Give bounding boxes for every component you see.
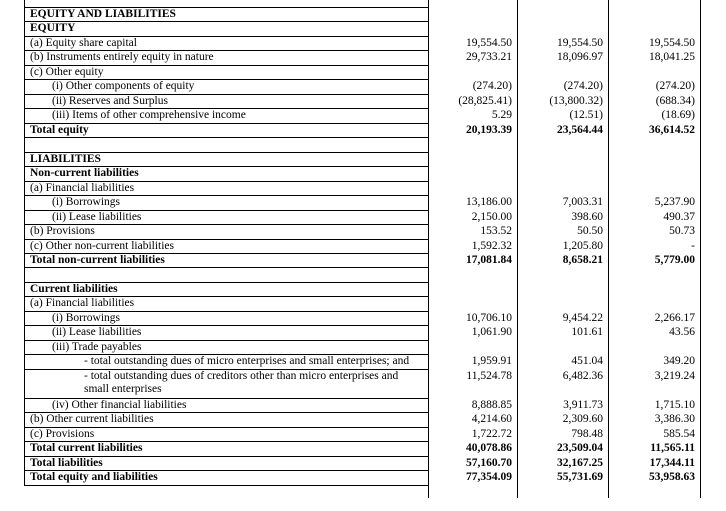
row-label: (i) Borrowings [52, 196, 121, 208]
row-value: 13,186.00 [466, 196, 512, 208]
row-value: 29,733.21 [466, 51, 512, 63]
row-label: (a) Financial liabilities [30, 297, 135, 309]
row-value: (18.69) [661, 109, 695, 121]
row-value: 398.60 [571, 211, 603, 223]
row-label: (ii) Reserves and Surplus [52, 95, 168, 107]
row-value: 19,554.50 [649, 37, 695, 49]
row-value: 3,219.24 [654, 370, 695, 382]
row-label: (iii) Trade payables [52, 341, 142, 353]
row-label: (ii) Lease liabilities [52, 326, 142, 338]
row-value: 1,722.72 [471, 428, 512, 440]
row-value: 3,386.30 [654, 413, 695, 425]
row-value: 8,888.85 [471, 399, 512, 411]
row-value: 6,482.36 [562, 370, 603, 382]
row-rule [24, 137, 428, 138]
row-value: 32,167.25 [557, 457, 603, 469]
row-label: (ii) Lease liabilities [52, 211, 142, 223]
row-value: 1,959.91 [471, 355, 512, 367]
row-value: 40,078.86 [466, 442, 512, 454]
row-value: 9,454.22 [562, 312, 603, 324]
row-label: (b) Provisions [30, 225, 95, 237]
row-value: 349.20 [663, 355, 695, 367]
row-value: (688.34) [655, 95, 695, 107]
row-value: 2,150.00 [471, 211, 512, 223]
row-label: Total current liabilities [30, 442, 143, 454]
row-label: Total liabilities [30, 457, 103, 469]
row-value: 55,731.69 [557, 471, 603, 483]
row-value: 11,565.11 [650, 442, 695, 454]
row-value: 53,958.63 [649, 471, 695, 483]
row-value: 1,061.90 [471, 326, 512, 338]
row-label: (i) Other components of equity [52, 80, 195, 92]
row-label: (b) Other current liabilities [30, 413, 154, 425]
row-value: 19,554.50 [466, 37, 512, 49]
row-value: 1,715.10 [654, 399, 695, 411]
row-value: 451.04 [571, 355, 603, 367]
row-label: EQUITY AND LIABILITIES [30, 8, 176, 20]
row-value: 2,309.60 [562, 413, 603, 425]
row-value: 77,354.09 [466, 471, 512, 483]
row-value: 101.61 [571, 326, 603, 338]
row-label: Total equity and liabilities [30, 471, 158, 483]
row-label: Total non-current liabilities [30, 254, 165, 266]
row-value: 18,096.97 [557, 51, 603, 63]
row-label: (i) Borrowings [52, 312, 121, 324]
row-label: (b) Instruments entirely equity in nature [30, 51, 214, 63]
row-label: Non-current liabilities [30, 167, 139, 179]
row-value: 8,658.21 [562, 254, 603, 266]
row-label: - total outstanding dues of micro enterprises and small enterprises; and [84, 355, 410, 367]
row-value: (274.20) [655, 80, 695, 92]
row-label: (c) Provisions [30, 428, 95, 440]
row-value: 20,193.39 [466, 124, 512, 136]
row-value: 57,160.70 [466, 457, 512, 469]
row-value: 50.50 [577, 225, 603, 237]
row-value: 50.73 [669, 225, 695, 237]
row-value: 798.48 [571, 428, 603, 440]
row-value: 17,344.11 [649, 457, 695, 469]
row-value: 19,554.50 [557, 37, 603, 49]
row-value: 5,237.90 [654, 196, 695, 208]
row-value: 23,509.04 [557, 442, 603, 454]
row-label: Current liabilities [30, 283, 118, 295]
row-value: 23,564.44 [557, 124, 603, 136]
row-value: 5.29 [491, 109, 512, 121]
column-rule [517, 0, 518, 498]
row-value: 2,266.17 [654, 312, 695, 324]
row-label: - total outstanding dues of creditors other than micro enterprises and small enterprises [84, 370, 399, 395]
row-value: 4,214.60 [471, 413, 512, 425]
row-value: 490.37 [663, 211, 695, 223]
table-bottom-rule [24, 485, 428, 486]
row-value: 11,524.78 [466, 370, 512, 382]
row-value: 3,911.73 [563, 399, 603, 411]
row-value: 18,041.25 [649, 51, 695, 63]
row-label: EQUITY [30, 22, 76, 34]
row-label: (iv) Other financial liabilities [52, 399, 187, 411]
row-label: LIABILITIES [30, 153, 101, 165]
row-value: 17,081.84 [466, 254, 512, 266]
row-label: (c) Other equity [30, 66, 104, 78]
row-value: 585.54 [663, 428, 695, 440]
row-value: (28,825.41) [458, 95, 512, 107]
row-value: 1,205.80 [562, 240, 603, 252]
row-label: (iii) Items of other comprehensive income [52, 109, 246, 121]
row-value: (274.20) [472, 80, 512, 92]
row-value: (12.51) [569, 109, 603, 121]
row-value: 7,003.31 [562, 196, 603, 208]
column-rule [608, 0, 609, 498]
row-value: 10,706.10 [466, 312, 512, 324]
row-value: 153.52 [480, 225, 512, 237]
row-rule [24, 21, 428, 22]
column-rule [428, 0, 429, 498]
row-label: Total equity [30, 124, 89, 136]
row-value: 43.56 [669, 326, 695, 338]
column-rule [700, 0, 701, 498]
row-rule [24, 267, 428, 268]
row-value: 36,614.52 [649, 124, 695, 136]
row-label: (c) Other non-current liabilities [30, 240, 175, 252]
row-value: (274.20) [563, 80, 603, 92]
row-value: (13,800.32) [549, 95, 603, 107]
row-label: (a) Equity share capital [30, 37, 137, 49]
row-label: (a) Financial liabilities [30, 182, 135, 194]
row-value: 1,592.32 [471, 240, 512, 252]
row-value: 5,779.00 [654, 254, 695, 266]
row-value: - [691, 240, 695, 252]
